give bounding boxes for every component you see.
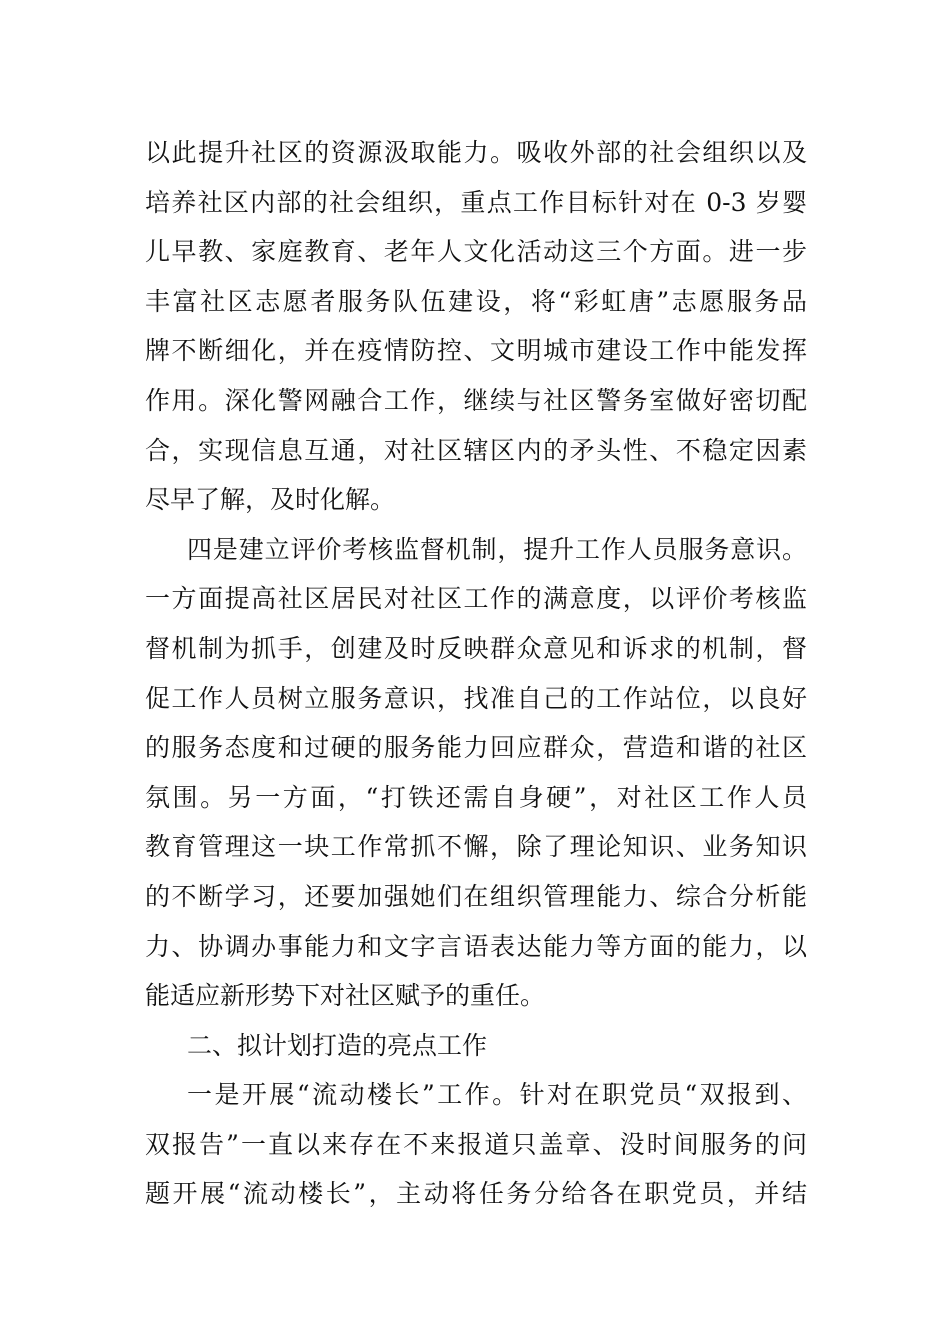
paragraph-1-line-3: 儿早教、家庭教育、老年人文化活动这三个方面。进一步 (145, 237, 807, 267)
document-body (145, 128, 807, 1219)
paragraph-1-line-1: 以此提升社区的资源汲取能力。吸收外部的社会组织以及 (145, 138, 807, 167)
paragraph-2-line-9: 力、协调办事能力和文字言语表达能力等方面的能力，以 (145, 931, 807, 961)
paragraph-2-line-8: 的不断学习，还要加强她们在组织管理能力、综合分析能 (145, 881, 807, 911)
paragraph-3-line-1: 一是开展“流动楼长”工作。针对在职党员“双报到、 (187, 1080, 807, 1110)
paragraph-2-line-1: 四是建立评价考核监督机制，提升工作人员服务意识。 (187, 534, 807, 564)
paragraph-1-line-5: 牌不断细化，并在疫情防控、文明城市建设工作中能发挥 (145, 336, 807, 366)
paragraph-2-line-4: 促工作人员树立服务意识，找准自己的工作站位，以良好 (145, 683, 807, 713)
paragraph-3-line-2: 双报告”一直以来存在不来报道只盖章、没时间服务的问 (145, 1129, 807, 1159)
paragraph-1-line-2: 培养社区内部的社会组织，重点工作目标针对在 0-3 岁婴 (145, 187, 807, 217)
paragraph-1-line-4: 丰富社区志愿者服务队伍建设，将“彩虹唐”志愿服务品 (145, 286, 807, 316)
paragraph-2-line-5: 的服务态度和过硬的服务能力回应群众，营造和谐的社区 (145, 733, 807, 763)
paragraph-1-line-6: 作用。深化警网融合工作，继续与社区警务室做好密切配 (145, 385, 807, 415)
paragraph-2-line-2: 一方面提高社区居民对社区工作的满意度，以评价考核监 (145, 584, 807, 614)
paragraph-3-line-3: 题开展“流动楼长”，主动将任务分给各在职党员，并结 (145, 1179, 807, 1209)
paragraph-2-line-7: 教育管理这一块工作常抓不懈，除了理论知识、业务知识 (145, 832, 807, 862)
paragraph-2-line-10: 能适应新形势下对社区赋予的重任。 (145, 981, 546, 1011)
section-heading: 二、拟计划打造的亮点工作 (187, 1030, 488, 1060)
paragraph-2-line-3: 督机制为抓手，创建及时反映群众意见和诉求的机制，督 (145, 633, 807, 663)
paragraph-1-line-7: 合，实现信息互通，对社区辖区内的矛头性、不稳定因素 (145, 435, 807, 465)
paragraph-1-line-8: 尽早了解，及时化解。 (145, 485, 396, 515)
paragraph-2-line-6: 氛围。另一方面，“打铁还需自身硬”，对社区工作人员 (145, 782, 807, 812)
